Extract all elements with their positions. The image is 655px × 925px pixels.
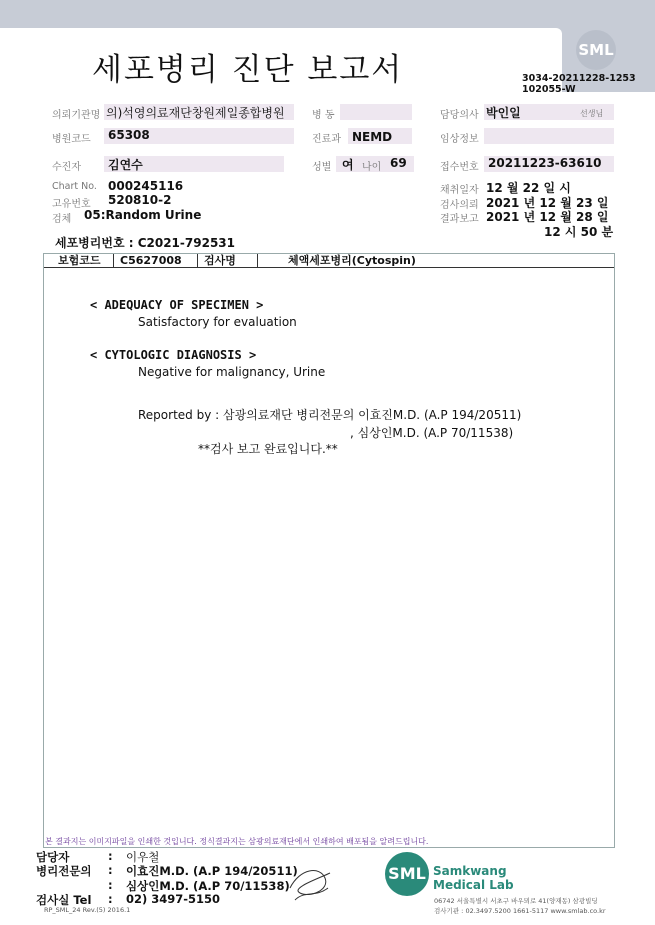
insurance-code-label: 보험코드 bbox=[44, 254, 114, 268]
receipt-label: 접수번호 bbox=[440, 162, 479, 173]
logo-name-2: Medical Lab bbox=[433, 878, 514, 892]
unique-label: 고유번호 bbox=[52, 199, 91, 210]
sml-logo-icon: SML bbox=[385, 852, 429, 896]
institution-label: 의뢰기관명 bbox=[52, 110, 101, 121]
result-time: 12 시 50 분 bbox=[544, 225, 614, 239]
chart-value: 000245116 bbox=[108, 179, 184, 193]
manager-label: 담당자 bbox=[36, 850, 70, 864]
doctor-label: 담당의사 bbox=[440, 110, 479, 121]
institution-value: 의)석영의료재단창원제일종합병원 bbox=[106, 106, 285, 120]
diagnosis-text: Negative for malignancy, Urine bbox=[138, 365, 326, 379]
tel-colon: : bbox=[108, 892, 113, 906]
specimen-label: 검체 bbox=[52, 214, 72, 225]
doctor-value: 박인일 bbox=[486, 106, 521, 120]
tel-value: 02) 3497-5150 bbox=[126, 892, 221, 906]
result-value: 2021 년 12 월 28 일 bbox=[486, 210, 609, 224]
pathologist-colon-2: : bbox=[108, 878, 113, 892]
sex-label: 성별 bbox=[312, 162, 332, 173]
age-label: 나이 bbox=[362, 162, 382, 173]
sex-value: 여 bbox=[342, 158, 354, 172]
form-code: RP_SML_24 Rev.(5) 2016.1 bbox=[44, 906, 131, 914]
adequacy-title: < ADEQUACY OF SPECIMEN > bbox=[90, 298, 264, 312]
manager-value: 이우철 bbox=[126, 850, 160, 864]
unique-value: 520810-2 bbox=[108, 193, 172, 207]
specimen-value: 05:Random Urine bbox=[84, 208, 202, 222]
tel-label: 검사실 Tel bbox=[36, 893, 92, 907]
pathologist-2: 심상인M.D. (A.P 70/11538) bbox=[126, 879, 290, 893]
doctor-suffix: 선생님 bbox=[580, 109, 604, 118]
pathology-number: 세포병리번호 : C2021-792531 bbox=[55, 236, 235, 250]
sml-badge-icon: SML bbox=[576, 30, 616, 70]
report-id-line1: 3034-20211228-1253 bbox=[522, 73, 636, 84]
recipient-label: 수진자 bbox=[52, 162, 81, 173]
logo-name-1: Samkwang bbox=[433, 864, 507, 878]
chart-label: Chart No. bbox=[52, 181, 97, 192]
notice-text: 본 결과지는 이미지파일을 인쇄한 것입니다. 정식결과지는 삼광의료재단에서 인쇄하여 배포됨을 알려드립니다. bbox=[45, 837, 429, 846]
pathologist-label: 병리전문의 bbox=[36, 864, 92, 878]
test-name-label: 검사명 bbox=[198, 254, 258, 268]
insurance-code-value: C5627008 bbox=[114, 254, 198, 268]
collect-label: 채취일자 bbox=[440, 185, 479, 196]
request-value: 2021 년 12 월 23 일 bbox=[486, 196, 609, 210]
reported-by-line1: Reported by : 삼광의료재단 병리전문의 이효진M.D. (A.P 194/20511) bbox=[138, 408, 522, 422]
diagnosis-title: < CYTOLOGIC DIAGNOSIS > bbox=[90, 348, 257, 362]
manager-colon: : bbox=[108, 849, 113, 863]
report-id-line2: 102055-W bbox=[522, 84, 576, 95]
pathologist-1: 이효진M.D. (A.P 194/20511) bbox=[126, 864, 298, 878]
report-complete: **검사 보고 완료입니다.** bbox=[198, 442, 338, 456]
collect-value: 12 월 22 일 시 bbox=[486, 181, 571, 195]
lab-contact: 검사기관 : 02.3497.5200 1661-5117 www.smlab.co.kr bbox=[434, 907, 606, 915]
request-label: 검사의뢰 bbox=[440, 200, 479, 211]
recipient-value: 김연수 bbox=[108, 158, 143, 172]
result-header-row bbox=[44, 254, 614, 268]
signature-image bbox=[280, 858, 340, 908]
ward-label: 병 동 bbox=[312, 110, 335, 121]
result-box bbox=[43, 253, 615, 848]
page-title: 세포병리 진단 보고서 bbox=[92, 52, 404, 88]
report-id bbox=[522, 73, 636, 95]
pathologist-colon-1: : bbox=[108, 863, 113, 877]
clinical-label: 임상정보 bbox=[440, 134, 479, 145]
ward-cell bbox=[340, 104, 412, 120]
dept-label: 진료과 bbox=[312, 134, 341, 145]
hospital-code-label: 병원코드 bbox=[52, 134, 91, 145]
test-name-value: 체액세포병리(Cytospin) bbox=[288, 254, 416, 267]
dept-value: NEMD bbox=[352, 130, 393, 144]
hospital-code-value: 65308 bbox=[108, 128, 150, 142]
reported-by-line2: , 심상인M.D. (A.P 70/11538) bbox=[350, 426, 514, 440]
adequacy-text: Satisfactory for evaluation bbox=[138, 315, 297, 329]
clinical-cell bbox=[484, 128, 614, 144]
lab-address: 06742 서울특별시 서초구 바우뫼로 41(양재동) 삼광빌딩 bbox=[434, 897, 598, 905]
age-value: 69 bbox=[390, 156, 407, 170]
result-label: 결과보고 bbox=[440, 214, 479, 225]
receipt-value: 20211223-63610 bbox=[488, 156, 602, 170]
